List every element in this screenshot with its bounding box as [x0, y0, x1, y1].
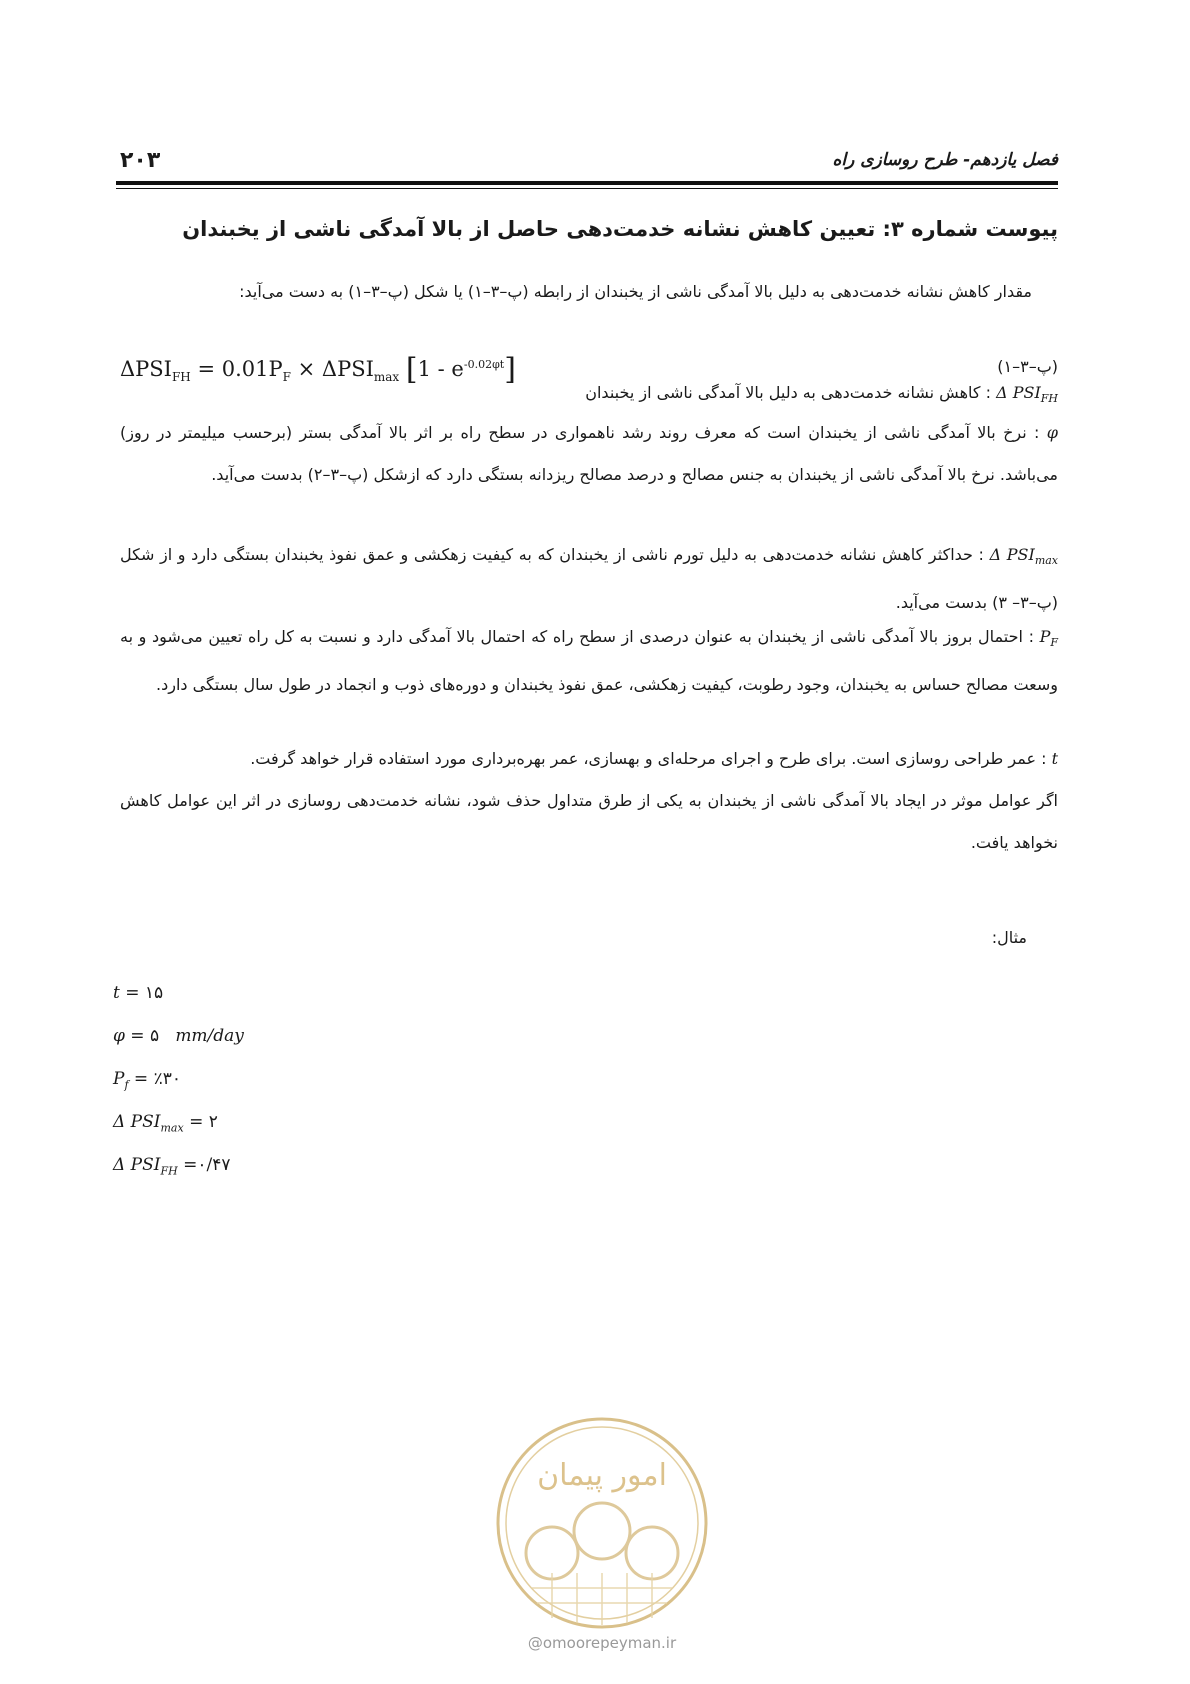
definition-text: : احتمال بروز بالا آمدگی ناشی از یخبندان به عنوان درصدی از سطح راه که احتمال بالا آمدگی دارد و نسبت به کل راه تعیین می‌شود و به وسعت مصالح حساس به یخبندان، وجود رطوبت، کیفیت زهکشی، عمق نفوذ یخبندان و دوره‌های ذوب و انجماد در طول سال بستگی دارد.: [120, 627, 1058, 695]
equation-number: (پ–۳–۱): [997, 357, 1058, 376]
definition-psi-max: [120, 534, 1058, 624]
definition-t: [120, 738, 1058, 780]
example-psi-max: Δ $PSI_{max}$ = ۲: [113, 1112, 218, 1135]
symbol-psi-max: Δ $PSI_{max}$: [989, 545, 1059, 568]
note-paragraph: اگر عوامل موثر در ایجاد بالا آمدگی ناشی از یخبندان به یکی از طرق متداول حذف شود، نشانه خدمت‌دهی روسازی در اثر این عوامل کاهش نخواهد یافت.: [120, 791, 1058, 852]
left-bracket: [: [405, 352, 418, 387]
eq-times: × ΔPSI: [290, 357, 374, 381]
example-label: مثال:: [991, 928, 1027, 947]
symbol-t: t: [1051, 749, 1058, 768]
appendix-heading: پیوست شماره ۳: تعیین کاهش نشانه خدمت‌دهی حاصل از بالا آمدگی ناشی از یخبندان: [182, 217, 1058, 241]
watermark-logo: [492, 1413, 712, 1633]
symbol-pf: $P_F$: [1039, 627, 1058, 650]
example-t: t = ۱۵: [113, 983, 164, 1003]
definition-phi: [120, 412, 1058, 496]
eq-max-sub: max: [373, 370, 400, 385]
definition-text: : کاهش نشانه خدمت‌دهی به دلیل بالا آمدگی ناشی از یخبندان: [585, 383, 997, 402]
header-rule-thin: [116, 188, 1058, 189]
eq-pf-sub: F: [282, 370, 291, 385]
definition-text: : نرخ بالا آمدگی ناشی از یخبندان است که معرف روند رشد ناهمواری در سطح راه بر اثر بالا آمدگی بستر (برحسب میلیمتر در روز) می‌باشد. نرخ بالا آمدگی ناشی از یخبندان به جنس مصالح و درصد مصالح ریزدانه بستگی دارد که ازشکل (پ–۳–۲) بدست می‌آید.: [120, 423, 1058, 484]
eq-inner: 1 - e: [417, 357, 464, 381]
definition-pf: [120, 616, 1058, 706]
watermark-logo-text: امور پیمان: [537, 1458, 667, 1493]
symbol-psi-fh: Δ $PSI_{FH}$: [996, 383, 1058, 406]
page-header: [120, 148, 1058, 178]
eq-lhs: ΔPSI: [120, 357, 172, 381]
symbol-phi: φ: [1046, 423, 1058, 442]
intro-paragraph: مقدار کاهش نشانه خدمت‌دهی به دلیل بالا آمدگی ناشی از یخبندان از رابطه (پ–۳–۱) یا شکل (پ–۳–۱) به دست می‌آید:: [239, 282, 1032, 301]
header-rule-thick: [116, 181, 1058, 185]
eq-equals: = 0.01P: [190, 357, 283, 381]
chapter-title: فصل یازدهم- طرح روسازی راه: [832, 150, 1058, 170]
example-values: [113, 972, 244, 1187]
watermark-url: @omoorepeyman.ir: [527, 1634, 677, 1652]
right-bracket: ]: [504, 352, 516, 387]
example-psi-fh: Δ $PSI_{FH}$ =۰/۴۷: [113, 1155, 231, 1178]
definition-text: : عمر طراحی روسازی است. برای طرح و اجرای مرحله‌ای و بهسازی، عمر بهره‌برداری مورد استفاده قرار خواهد گرفت.: [250, 749, 1052, 768]
eq-exponent: -0.02φt: [463, 358, 505, 371]
page-number: ۲۰۳: [120, 148, 161, 173]
example-phi: φ = ۵ mm/day: [113, 1026, 244, 1046]
definition-text: : حداکثر کاهش نشانه خدمت‌دهی به دلیل تورم ناشی از یخبندان که به کیفیت زهکشی و عمق نفوذ یخبندان بستگی دارد و از شکل (پ–۳– ۳) بدست می‌آید.: [120, 545, 1058, 613]
example-pf: $P_f$ = ٪۳۰: [113, 1069, 181, 1092]
eq-lhs-sub: FH: [171, 370, 191, 385]
